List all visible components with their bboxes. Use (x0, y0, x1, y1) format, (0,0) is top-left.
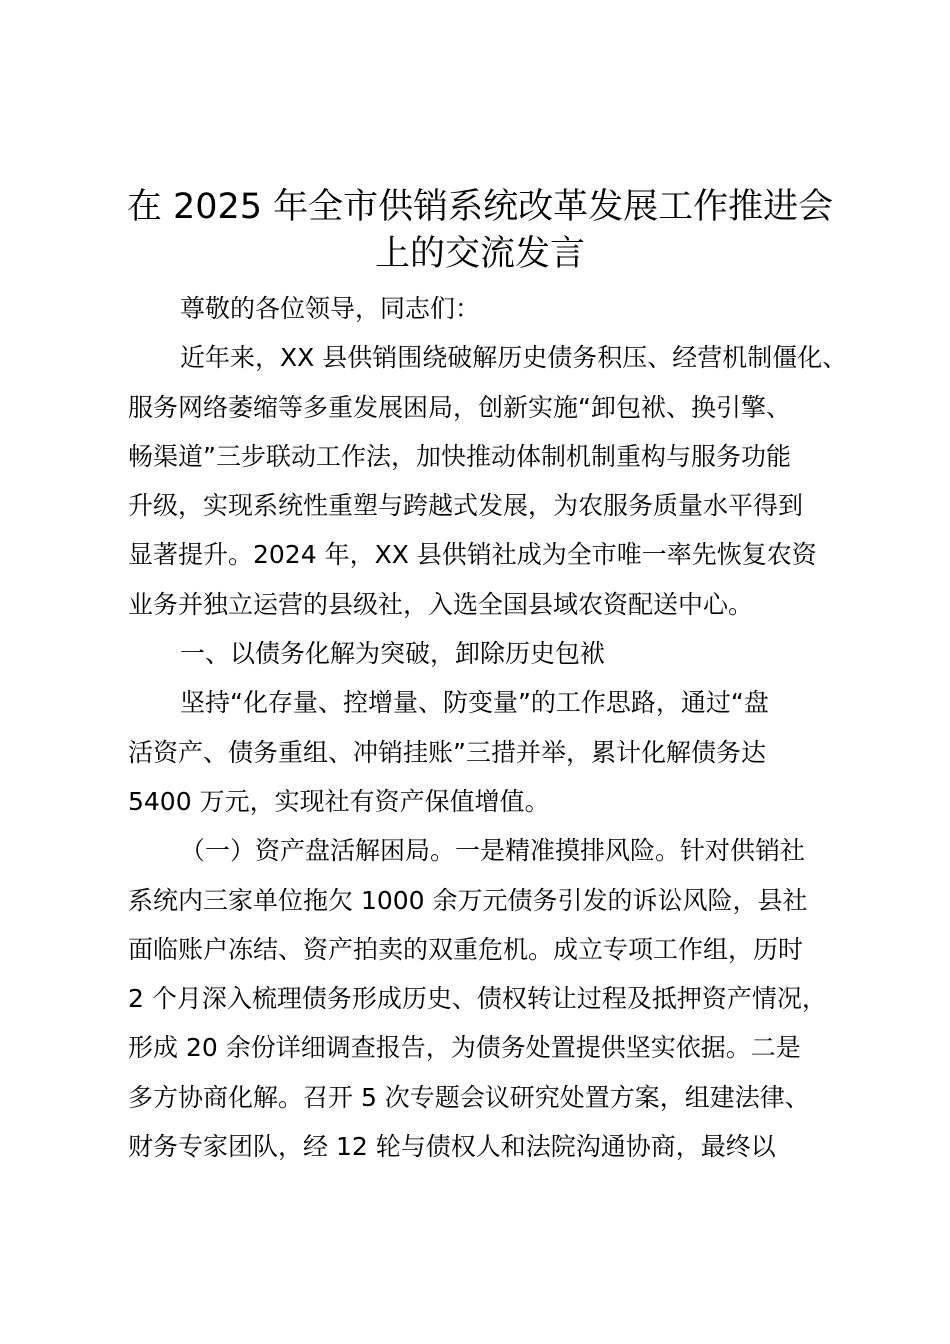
paragraph-line: 多方协商化解。召开 5 次专题会议研究处置方案，组建法律、 (128, 1082, 810, 1112)
paragraph-line: 近年来，XX 县供销围绕破解历史债务积压、经营机制僵化、 (180, 343, 848, 373)
paragraph-line: 活资产、债务重组、冲销挂账”三措并举，累计化解债务达 (128, 737, 766, 767)
salutation: 尊敬的各位领导，同志们： (180, 294, 481, 323)
paragraph-line: 形成 20 余份详细调查报告，为债务处置提供坚实依据。二是 (128, 1033, 801, 1063)
paragraph-line: 显著提升。2024 年，XX 县供销社成为全市唯一率先恢复农资 (128, 540, 817, 570)
title-line-2: 上的交流发言 (374, 234, 585, 274)
paragraph-line: 畅渠道”三步联动工作法，加快推动体制机制重构与服务功能 (128, 441, 791, 471)
title-line-1: 在 2025 年全市供销系统改革发展工作推进会 (126, 187, 834, 227)
document-title (110, 184, 850, 278)
paragraph-line: 坚持“化存量、控增量、防变量”的工作思路，通过“盘 (180, 688, 769, 718)
paragraph-line: 系统内三家单位拖欠 1000 余万元债务引发的诉讼风险，县社 (128, 885, 808, 915)
paragraph-line: （一）资产盘活解困局。一是精准摸排风险。针对供销社 (180, 836, 806, 866)
paragraph-line: 2 个月深入梳理债务形成历史、债权转让过程及抵押资产情况， (128, 984, 827, 1014)
paragraph-line: 面临账户冻结、资产拍卖的双重危机。成立专项工作组，历时 (128, 934, 804, 964)
paragraph-line: 升级，实现系统性重塑与跨越式发展，为农服务质量水平得到 (128, 491, 804, 521)
document-body (128, 284, 848, 1171)
paragraph-line: 业务并独立运营的县级社，入选全国县域农资配送中心。 (128, 589, 754, 619)
section-heading: 一、以债务化解为突破，卸除历史包袱 (180, 639, 606, 669)
paragraph-line: 5400 万元，实现社有资产保值增值。 (128, 786, 550, 816)
paragraph-line: 财务专家团队，经 12 轮与债权人和法院沟通协商，最终以 (128, 1132, 776, 1162)
paragraph-line: 服务网络萎缩等多重发展困局，创新实施“卸包袱、换引擎、 (128, 392, 791, 422)
